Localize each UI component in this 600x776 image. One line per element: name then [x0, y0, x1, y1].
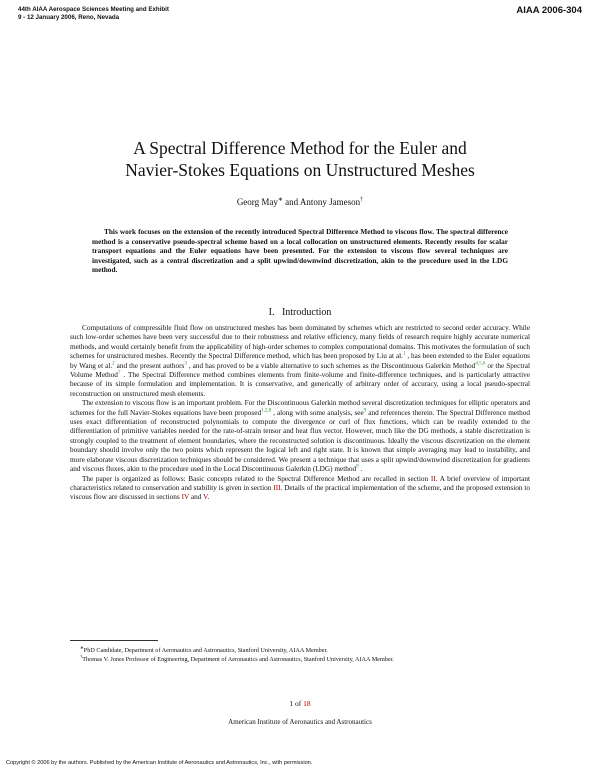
text-run: , and has proved to be a viable alternative to such schemes as the Discontinuous Galerkin Method [186, 361, 476, 370]
institute-name: American Institute of Aeronautics and Astronautics [228, 718, 372, 726]
copyright-notice: Copyright © 2006 by the authors. Published by the American Institute of Aeronautics and Astronautics, Inc., with permission. [6, 760, 313, 766]
page-of: of [293, 699, 304, 708]
paragraph-2 [70, 399, 530, 474]
text-run: The extension to viscous flow is an important problem. For the Discontinuous Galerkin method several discretization techniques for elliptic operators and schemes for the full Navier-Stokes equations have been proposed [70, 399, 530, 417]
text-run: or the Spectral Volume Method [70, 361, 530, 380]
section-heading [0, 307, 600, 318]
author-2-mark: † [360, 197, 364, 203]
author-conjunction: and [282, 197, 300, 207]
title-line-2: Navier-Stokes Equations on Unstructured Meshes [125, 160, 475, 180]
text-run: and the present authors [114, 361, 185, 370]
section-title: Introduction [281, 307, 332, 318]
paper-number: AIAA 2006-304 [516, 5, 582, 16]
footnote-1-mark: ∗ [80, 645, 84, 650]
page-current: 1 [289, 699, 294, 708]
text-run: Computations of compressible fluid flow on unstructured meshes has been dominated by schemes which are restricted to second order accuracy. While such low-order schemes have been very successful due to their robustness and relative efficiency, many fields of research require highly accurate numerical methods, and would certainly benefit from the applicability of high-order schemes to complex computational domains. This motivates the formulation of such schemes for unstructured meshes. Recently the Spectral Difference method, which has been proposed by Liu at al. [70, 324, 530, 361]
citation-link[interactable]: 9 [356, 464, 359, 470]
citation-link[interactable]: 7 [117, 370, 121, 376]
body-text [70, 324, 530, 503]
footnote-divider [70, 640, 158, 641]
title-line-1: A Spectral Difference Method for the Euler and [133, 138, 467, 158]
author-1-mark: ∗ [277, 197, 283, 203]
paragraph-3 [70, 475, 530, 503]
section-link[interactable]: II [430, 474, 436, 483]
citation-link[interactable]: 1,2,8 [261, 408, 272, 414]
citation-link[interactable]: 9 [363, 408, 367, 414]
text-run: . [358, 465, 363, 474]
text-run: , along with some analysis, see [271, 408, 364, 417]
footnote-1-text: PhD Candidate, Department of Aeronautics and Astronautics, Stanford University, AIAA Member. [83, 647, 328, 655]
citation-link[interactable]: 3 [184, 361, 187, 367]
conference-name: 44th AIAA Aerospace Sciences Meeting and Exhibit [18, 6, 169, 13]
paragraph-1 [70, 324, 530, 399]
section-link[interactable]: IV [181, 493, 190, 502]
text-run: The paper is organized as follows: Basic concepts related to the Spectral Difference Method are recalled in section [82, 474, 431, 483]
conference-dates: 9 - 12 January 2006, Reno, Nevada [18, 14, 120, 21]
text-run: , has been extended to the Euler equations by Wang et al. [70, 352, 530, 370]
text-run: . Details of the practical implementation of the scheme, and the proposed extension to viscous flow are discussed in sections [70, 483, 531, 502]
citation-link[interactable]: 2 [112, 361, 115, 367]
text-run: . The Spectral Difference method combines elements from finite-volume and finite-difference techniques, and is particularly attractive because of its simple formulation and implementation. It is conservative, and generically of arbitrary order of accuracy, using a local pseudo-spectral reconstruction on unstructured mesh elements. [70, 371, 530, 398]
page-number [0, 699, 600, 708]
text-run: and references therein. The Spectral Difference method uses exact differentiation of reconstructed polynomials to compute the divergence or curl of flux functions, which can be readily extended to the differentiation of primitive variables needed for the rate-of-strain tensor and heat flux vector. However, much like the DG methods, a stable discretization is strongly coupled to the treatment of element boundaries, where the reconstructed solution is discontinuous. Ideally the viscous discretization on the element boundary should involve only the two points which represent the logical left and right state. It is known that simple averaging may lead to instability, and more elaborate viscous discretization techniques should be considered. We present a technique that uses a split upwind/downwind discretization for gradients and viscous fluxes, akin to the procedure used in the Local Discontinuous Galerkin (LDG) method [70, 408, 531, 474]
citation-link[interactable]: 4,5,6 [475, 361, 486, 367]
section-number: I. [268, 307, 275, 318]
section-link[interactable]: V [203, 493, 208, 502]
author-1: Georg May [236, 197, 278, 207]
paper-title [0, 137, 600, 181]
footnote-2-text: Thomas V. Jones Professor of Engineering, Department of Aeronautics and Astronautics, Stanford University, AIAA Member. [82, 656, 394, 664]
conference-header [18, 6, 169, 22]
citation-link[interactable]: 1 [402, 351, 406, 357]
text-run: . A brief overview of important characteristics related to conservation and stability is given in section [70, 474, 530, 492]
text-run: . [207, 493, 210, 502]
author-2: Antony Jameson [299, 197, 361, 207]
page-total-link[interactable]: 18 [303, 699, 311, 708]
footnote-2-mark: † [80, 654, 83, 659]
footnote-2 [70, 653, 530, 664]
text-run: and [189, 493, 204, 502]
section-link[interactable]: III [273, 483, 281, 492]
abstract: This work focuses on the extension of the recently introduced Spectral Difference Method to viscous flow. The spectral difference method is a conservative pseudo-spectral scheme based on a local collocation on unstructured elements. Recently results for scalar transport equations and the Euler equations have been presented. For the extension to viscous flow several techniques are investigated, such as a central discretization and a split upwind/downwind discretization, akin to the procedure used in the LDG method. [92, 227, 508, 275]
author-line [0, 196, 600, 207]
